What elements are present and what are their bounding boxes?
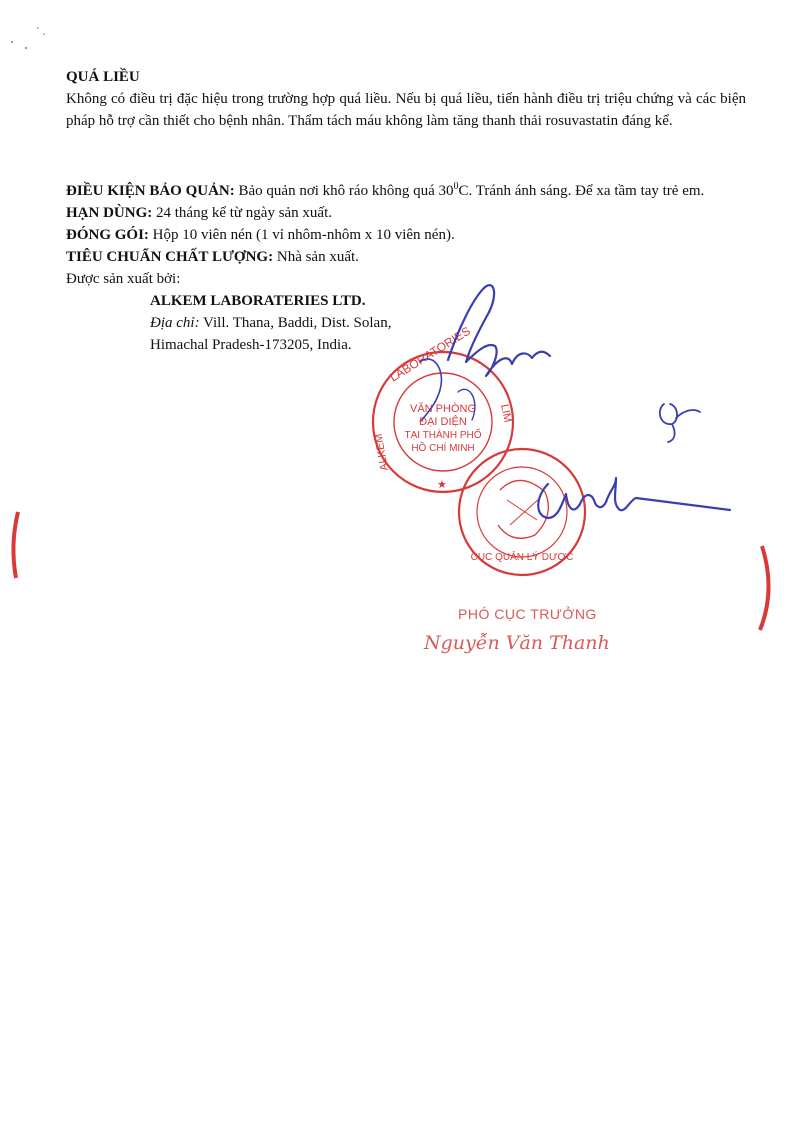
manufacturer-address-line2: Himachal Pradesh-173205, India. bbox=[150, 337, 352, 353]
company-stamp-left-text: ALKEM bbox=[372, 432, 391, 472]
storage-label: ĐIỀU KIỆN BẢO QUẢN: bbox=[66, 183, 235, 199]
company-stamp bbox=[373, 324, 514, 492]
packaging-text: Hộp 10 viên nén (1 vỉ nhôm-nhôm x 10 viên nén). bbox=[148, 227, 455, 243]
quality-standard-label: TIÊU CHUẨN CHẤT LƯỢNG: bbox=[66, 249, 274, 265]
manufacturer-name: ALKEM LABORATERIES LTD. bbox=[150, 293, 366, 309]
shelf-life-label: HẠN DÙNG: bbox=[66, 205, 153, 221]
overdose-heading: QUÁ LIỀU bbox=[66, 69, 140, 85]
address-line1-text: Vill. Thana, Baddi, Dist. Solan, bbox=[199, 315, 392, 331]
agency-stamp-text: CỤC QUẢN LÝ DƯỢC bbox=[470, 552, 574, 563]
storage-text-before: Bảo quản nơi khô ráo không quá 30 bbox=[234, 183, 454, 199]
shelf-life-text: 24 tháng kể từ ngày sản xuất. bbox=[152, 205, 333, 221]
company-stamp-right-text: LIM bbox=[498, 403, 514, 424]
quality-standard-text: Nhà sản xuất. bbox=[273, 249, 359, 265]
company-stamp-line-4: HỒ CHÍ MINH bbox=[411, 443, 475, 454]
agency-stamp bbox=[459, 449, 585, 575]
company-stamp-star-icon: ★ bbox=[437, 479, 447, 491]
left-margin-mark bbox=[13, 512, 18, 578]
right-margin-mark bbox=[760, 546, 769, 630]
manufacturer-intro: Được sản xuất bởi: bbox=[66, 271, 181, 287]
company-stamp-line-3: TẠI THÀNH PHỐ bbox=[404, 430, 482, 441]
storage-text-after: C. Tránh ánh sáng. Để xa tầm tay trẻ em. bbox=[458, 183, 705, 199]
company-stamp-top-text: LABORATORIES bbox=[387, 323, 473, 385]
storage-superscript: 0 bbox=[453, 181, 459, 192]
address-label: Địa chỉ: bbox=[150, 315, 200, 331]
overdose-text: Không có điều trị đặc hiệu trong trường hợp quá liều. Nếu bị quá liều, tiến hành điều trị triệu chứng và các biện pháp hỗ trợ cần thiết cho bệnh nhân. Thẩm tách máu không làm tăng thanh thải rosuvastatin đáng kể. bbox=[66, 91, 746, 129]
company-stamp-line-2: ĐẠI DIỆN bbox=[419, 416, 467, 428]
company-stamp-line-1: VĂN PHÒNG bbox=[409, 403, 477, 415]
official-name: Nguyễn Văn Thanh bbox=[424, 632, 610, 654]
scan-specks bbox=[11, 27, 45, 49]
packaging-label: ĐÓNG GÓI: bbox=[66, 227, 149, 243]
official-title: PHÓ CỤC TRƯỞNG bbox=[458, 606, 597, 622]
